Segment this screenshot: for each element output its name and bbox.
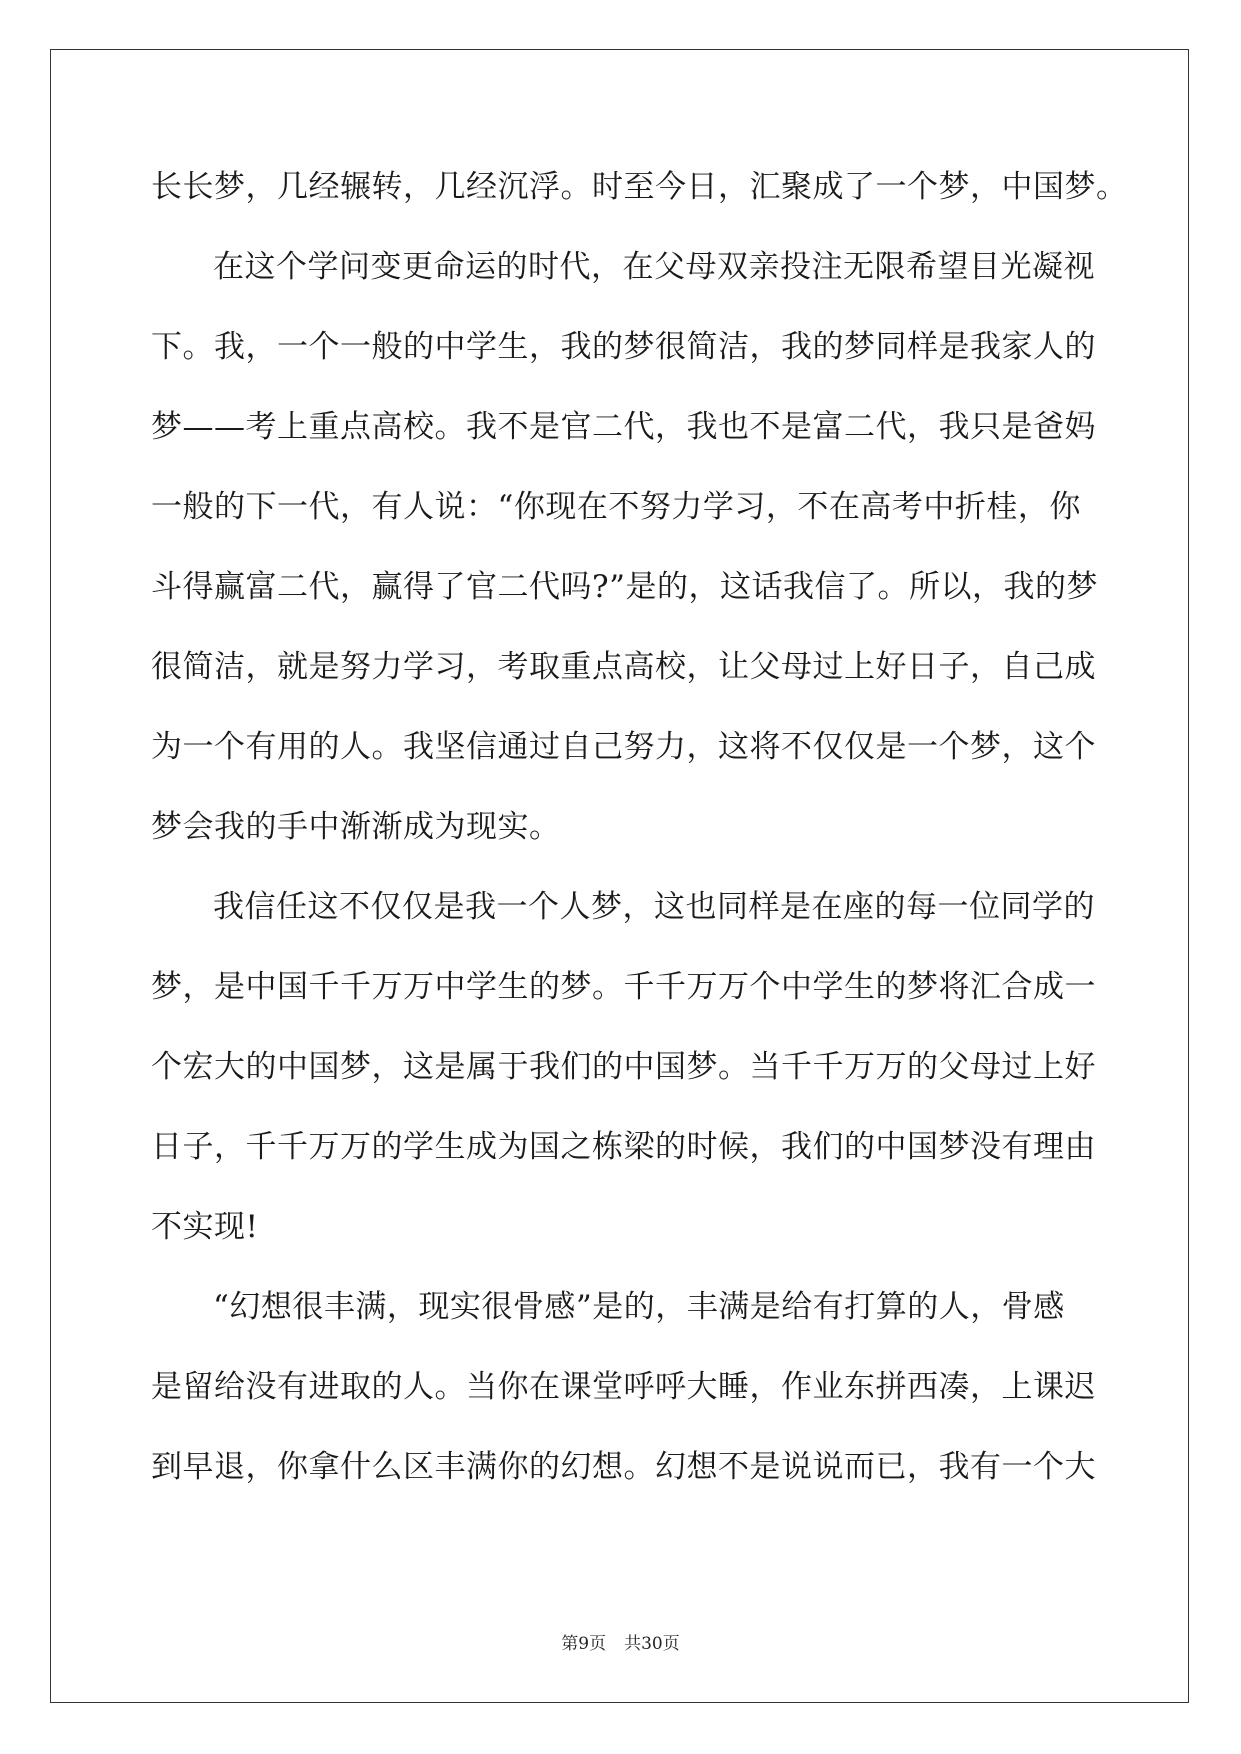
page-footer xyxy=(0,1632,1241,1656)
text-line: 到早退，你拿什么区丰满你的幻想。幻想不是说说而已，我有一个大 xyxy=(151,1449,1096,1485)
text-line: “幻想很丰满，现实很骨感”是的，丰满是给有打算的人，骨感 xyxy=(213,1289,1065,1325)
text-line: 在这个学问变更命运的时代，在父母双亲投注无限希望目光凝视 xyxy=(213,249,1095,285)
text-line: 一般的下一代，有人说：“你现在不努力学习，不在高考中折桂，你 xyxy=(151,489,1081,525)
text-line: 是留给没有进取的人。当你在课堂呼呼大睡，作业东拼西凑，上课迟 xyxy=(151,1369,1096,1405)
text-line: 很简洁，就是努力学习，考取重点高校，让父母过上好日子，自己成 xyxy=(151,649,1096,685)
text-line: 不实现! xyxy=(151,1209,259,1245)
text-line: 下。我，一个一般的中学生，我的梦很简洁，我的梦同样是我家人的 xyxy=(151,329,1096,365)
text-line: 长长梦，几经辗转，几经沉浮。时至今日，汇聚成了一个梦，中国梦。 xyxy=(151,169,1128,205)
text-line: 日子，千千万万的学生成为国之栋梁的时候，我们的中国梦没有理由 xyxy=(151,1129,1096,1165)
page-number: 第9页 xyxy=(561,1634,607,1654)
text-line: 个宏大的中国梦，这是属于我们的中国梦。当千千万万的父母过上好 xyxy=(151,1049,1096,1085)
text-line: 我信任这不仅仅是我一个人梦，这也同样是在座的每一位同学的 xyxy=(213,889,1095,925)
text-line: 梦——考上重点高校。我不是官二代，我也不是富二代，我只是爸妈 xyxy=(151,409,1096,445)
page-total: 共30页 xyxy=(624,1634,680,1654)
document-body xyxy=(151,160,1128,1520)
text-line: 为一个有用的人。我坚信通过自己努力，这将不仅仅是一个梦，这个 xyxy=(151,729,1096,765)
text-line: 斗得赢富二代，赢得了官二代吗?”是的，这话我信了。所以，我的梦 xyxy=(151,569,1098,605)
text-line: 梦，是中国千千万万中学生的梦。千千万万个中学生的梦将汇合成一 xyxy=(151,969,1096,1005)
text-line: 梦会我的手中渐渐成为现实。 xyxy=(151,809,561,845)
